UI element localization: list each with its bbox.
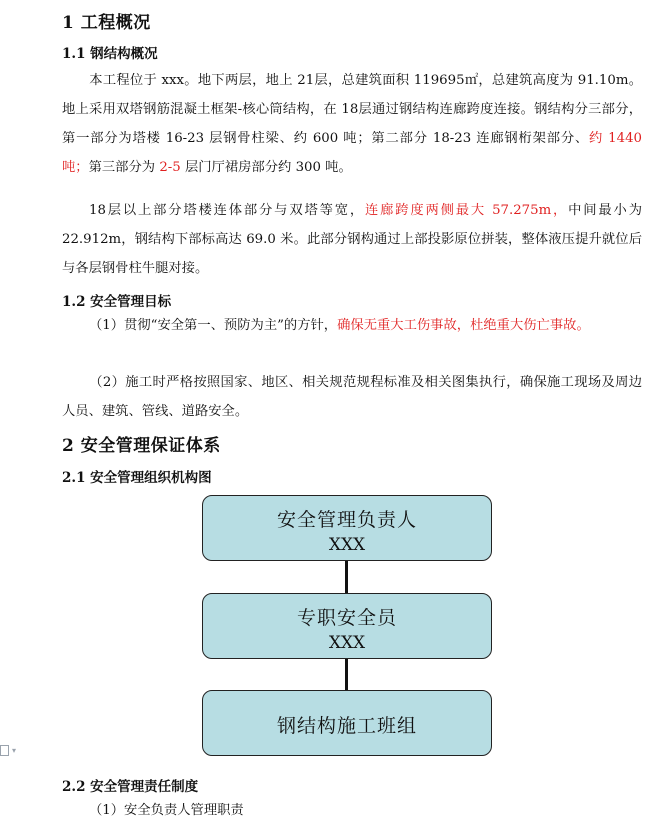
highlight-floors: 2-5 bbox=[159, 160, 181, 175]
org-box-safety-officer bbox=[202, 593, 492, 659]
text-run: （2）施工时严格按照国家、地区、相关规范规程标准及相关图集执行，确保施工现场及周边人员、建筑、管线、道路安全。 bbox=[62, 375, 642, 419]
org-connector bbox=[345, 561, 348, 593]
text-run: （1）贯彻“安全第一、预防为主”的方针， bbox=[89, 318, 338, 333]
org-box-name: XXX bbox=[328, 535, 366, 555]
text-run: 本工程位于 xxx。地下两层，地上 21层，总建筑面积 119695㎡，总建筑高度为 91.10m。地上采用双塔钢筋混凝土框架-核心筒结构，在 18层通过钢结构连廊跨度连接。钢结构分三部分，第一部分为塔楼 16-23 层钢骨柱梁、约 600 吨；第二部分 18-23 连廊钢桁架部分、 bbox=[62, 73, 642, 146]
text-run: 第三部分为 bbox=[88, 160, 160, 175]
org-box-name: XXX bbox=[328, 633, 366, 653]
section-1-2-title: 1.2 安全管理目标 bbox=[62, 294, 172, 310]
chevron-down-icon: ▾ bbox=[12, 746, 17, 755]
section-1-title: 1 工程概况 bbox=[62, 13, 151, 33]
paragraph-goal-1 bbox=[62, 311, 642, 340]
page-icon bbox=[0, 745, 9, 756]
highlight-span: 连廊跨度两侧最大 57.275m， bbox=[364, 203, 569, 218]
document-icon[interactable] bbox=[0, 745, 22, 759]
paragraph-duty-1 bbox=[62, 796, 642, 825]
text-run: 层门厅裙房部分约 300 吨。 bbox=[180, 160, 352, 175]
paragraph-goal-2 bbox=[62, 368, 642, 426]
paragraph-steel-overview bbox=[62, 66, 642, 182]
section-2-1-title: 2.1 安全管理组织机构图 bbox=[62, 470, 212, 486]
section-2-2-title: 2.2 安全管理责任制度 bbox=[62, 779, 199, 795]
text-run: （1）安全负责人管理职责 bbox=[89, 803, 244, 818]
org-connector bbox=[345, 659, 348, 690]
highlight-goal: 确保无重大工伤事故，杜绝重大伤亡事故。 bbox=[337, 318, 590, 333]
org-box-title: 专职安全员 bbox=[296, 607, 397, 629]
org-box-title: 钢结构施工班组 bbox=[276, 715, 417, 737]
org-box-steel-team bbox=[202, 690, 492, 756]
text-run: 18层以上部分塔楼连体部分与双塔等宽， bbox=[89, 203, 365, 218]
paragraph-corridor bbox=[62, 196, 642, 283]
org-box-safety-manager bbox=[202, 495, 492, 561]
section-1-1-title: 1.1 钢结构概况 bbox=[62, 46, 158, 62]
text-run: 中间最小为 22.912m，钢结构下部标高达 69.0 米。此部分钢构通过上部投影原位拼装，整体液压提升就位后与各层钢骨柱牛腿对接。 bbox=[62, 203, 642, 276]
highlight-weight: 约 1440 吨； bbox=[62, 131, 643, 175]
section-2-title: 2 安全管理保证体系 bbox=[62, 436, 221, 456]
org-box-title: 安全管理负责人 bbox=[276, 509, 417, 531]
